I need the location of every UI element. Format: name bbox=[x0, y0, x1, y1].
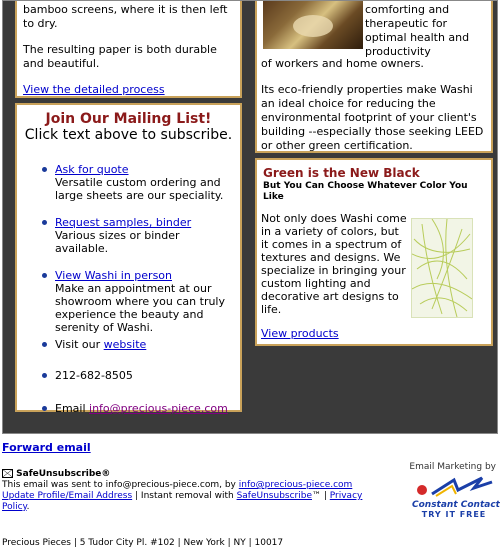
website-link[interactable]: website bbox=[103, 338, 147, 351]
ask-quote-link[interactable]: Ask for quote bbox=[55, 163, 129, 176]
list-item-text: Versatile custom ordering and large sheets are our speciality. bbox=[55, 176, 224, 202]
green-body: Not only does Washi come in a variety of colors, but it comes in a spectrum of textures and designs. We specialize in bringing your custom lighting and decorative art designs to life. bbox=[261, 212, 407, 316]
mailing-list bbox=[17, 163, 240, 415]
try-it-free: TRY IT FREE bbox=[421, 510, 487, 519]
list-item-text: Make an appointment at our showroom where you can truly experience the beauty and serenity of Washi. bbox=[55, 282, 226, 334]
mailing-title[interactable]: Join Our Mailing List! bbox=[45, 111, 212, 127]
phone-number: 212-682-8505 bbox=[55, 369, 133, 382]
mailing-list-box bbox=[15, 103, 242, 415]
request-samples-link[interactable]: Request samples, binder bbox=[55, 216, 192, 229]
eco-text-continued: of workers and home owners. bbox=[261, 57, 424, 70]
list-item bbox=[55, 269, 240, 334]
list-item bbox=[55, 338, 240, 351]
content-frame bbox=[2, 0, 498, 434]
sent-text: This email was sent to info@precious-piece.com, by bbox=[2, 480, 236, 490]
email-link[interactable]: info@precious-piece.com bbox=[89, 402, 228, 415]
privacy-policy-link[interactable]: Privacy Policy bbox=[2, 491, 363, 512]
email-label: Email bbox=[55, 402, 86, 415]
list-item-text: Various sizes or binder available. bbox=[55, 229, 180, 255]
sender-email-link[interactable]: info@precious-piece.com bbox=[238, 480, 353, 490]
footer-info bbox=[2, 480, 392, 513]
list-item bbox=[55, 402, 240, 415]
swoosh-icon bbox=[412, 476, 496, 498]
dining-room-photo bbox=[263, 1, 363, 49]
view-products-link[interactable]: View products bbox=[261, 327, 339, 340]
email-marketing-label: Email Marketing by bbox=[409, 462, 496, 472]
safe-unsubscribe-label: SafeUnsubscribe® bbox=[16, 469, 111, 479]
list-item bbox=[55, 163, 240, 202]
mailing-subtitle: Click text above to subscribe. bbox=[24, 127, 233, 143]
period: . bbox=[26, 502, 30, 512]
view-washi-link[interactable]: View Washi in person bbox=[55, 269, 172, 282]
safe-unsubscribe-logo[interactable] bbox=[2, 469, 110, 480]
visit-label: Visit our bbox=[55, 338, 101, 351]
list-item bbox=[55, 369, 240, 382]
tm-separator: ™ | bbox=[312, 491, 330, 501]
green-box bbox=[255, 158, 493, 346]
grass-icon bbox=[412, 219, 472, 317]
detailed-process-link[interactable]: View the detailed process bbox=[23, 83, 165, 96]
safe-unsubscribe-link[interactable]: SafeUnsubscribe bbox=[236, 491, 312, 501]
eco-text-leed: Its eco-friendly properties make Washi an ideal choice for reducing the environmental footprint of your client's building --especially those seeking LEED or other green certification. bbox=[261, 83, 484, 152]
process-box bbox=[15, 1, 242, 98]
envelope-icon bbox=[2, 469, 13, 478]
update-profile-link[interactable]: Update Profile/Email Address bbox=[2, 491, 133, 501]
green-subtitle: But You Can Choose Whatever Color You Like bbox=[263, 181, 468, 202]
forward-email-link[interactable]: Forward email bbox=[2, 441, 91, 454]
constant-contact-logo[interactable] bbox=[412, 476, 500, 519]
address: Precious Pieces | 5 Tudor City Pl. #102 | New York | NY | 10017 bbox=[2, 538, 284, 548]
constant-contact-name: Constant Contact bbox=[412, 500, 500, 510]
grass-texture-image bbox=[411, 218, 473, 318]
list-item bbox=[55, 216, 240, 255]
green-title: Green is the New Black bbox=[263, 166, 420, 180]
eco-box bbox=[255, 1, 493, 153]
process-text: bamboo screens, where it is then left to dry. bbox=[23, 3, 228, 30]
eco-text-top: comforting and therapeutic for optimal health and productivity bbox=[365, 3, 470, 58]
process-text-2: The resulting paper is both durable and beautiful. bbox=[23, 43, 217, 70]
instant-text: | Instant removal with bbox=[132, 491, 237, 501]
